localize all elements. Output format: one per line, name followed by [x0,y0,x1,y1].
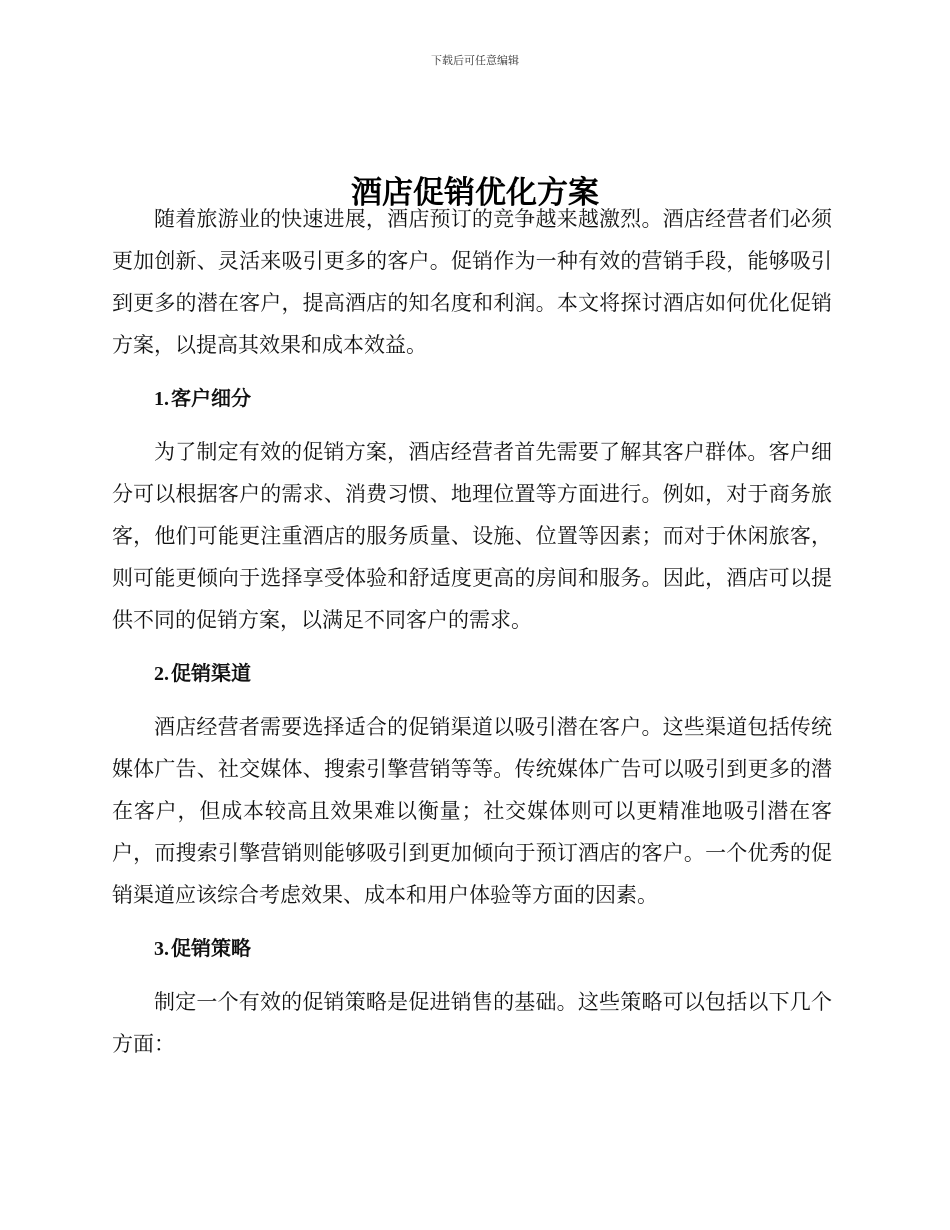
section-number: 2. [154,663,169,685]
section-number: 3. [154,938,169,960]
section-heading-3 [154,930,832,967]
section-paragraph-1: 为了制定有效的促销方案，酒店经营者首先需要了解其客户群体。客户细分可以根据客户的需求、消费习惯、地理位置等方面进行。例如，对于商务旅客，他们可能更注重酒店的服务质量、设施、位置等因素；而对于休闲旅客，则可能更倾向于选择享受体验和舒适度更高的房间和服务。因此，酒店可以提供不同的促销方案，以满足不同客户的需求。 [112,440,832,632]
section-paragraph-3: 制定一个有效的促销策略是促进销售的基础。这些策略可以包括以下几个方面： [112,990,832,1056]
section-number: 1. [154,388,169,410]
section-heading-1 [154,380,832,417]
document-title: 酒店促销优化方案 [351,174,599,211]
section-title: 促销渠道 [171,661,251,685]
section-paragraph-2: 酒店经营者需要选择适合的促销渠道以吸引潜在客户。这些渠道包括传统媒体广告、社交媒体、搜索引擎营销等等。传统媒体广告可以吸引到更多的潜在客户，但成本较高且效果难以衡量；社交媒体则可以更精准地吸引潜在客户，而搜索引擎营销则能够吸引到更加倾向于预订酒店的客户。一个优秀的促销渠道应该综合考虑效果、成本和用户体验等方面的因素。 [112,715,832,907]
intro-paragraph: 随着旅游业的快速进展，酒店预订的竞争越来越激烈。酒店经营者们必须更加创新、灵活来吸引更多的客户。促销作为一种有效的营销手段，能够吸引到更多的潜在客户，提高酒店的知名度和利润。本文将探讨酒店如何优化促销方案，以提高其效果和成本效益。 [112,207,832,357]
section-title: 客户细分 [171,386,251,410]
section-heading-2 [154,655,832,692]
section-title: 促销策略 [171,936,251,960]
document-body [112,198,832,1065]
header-note: 下载后可任意编辑 [431,54,519,67]
